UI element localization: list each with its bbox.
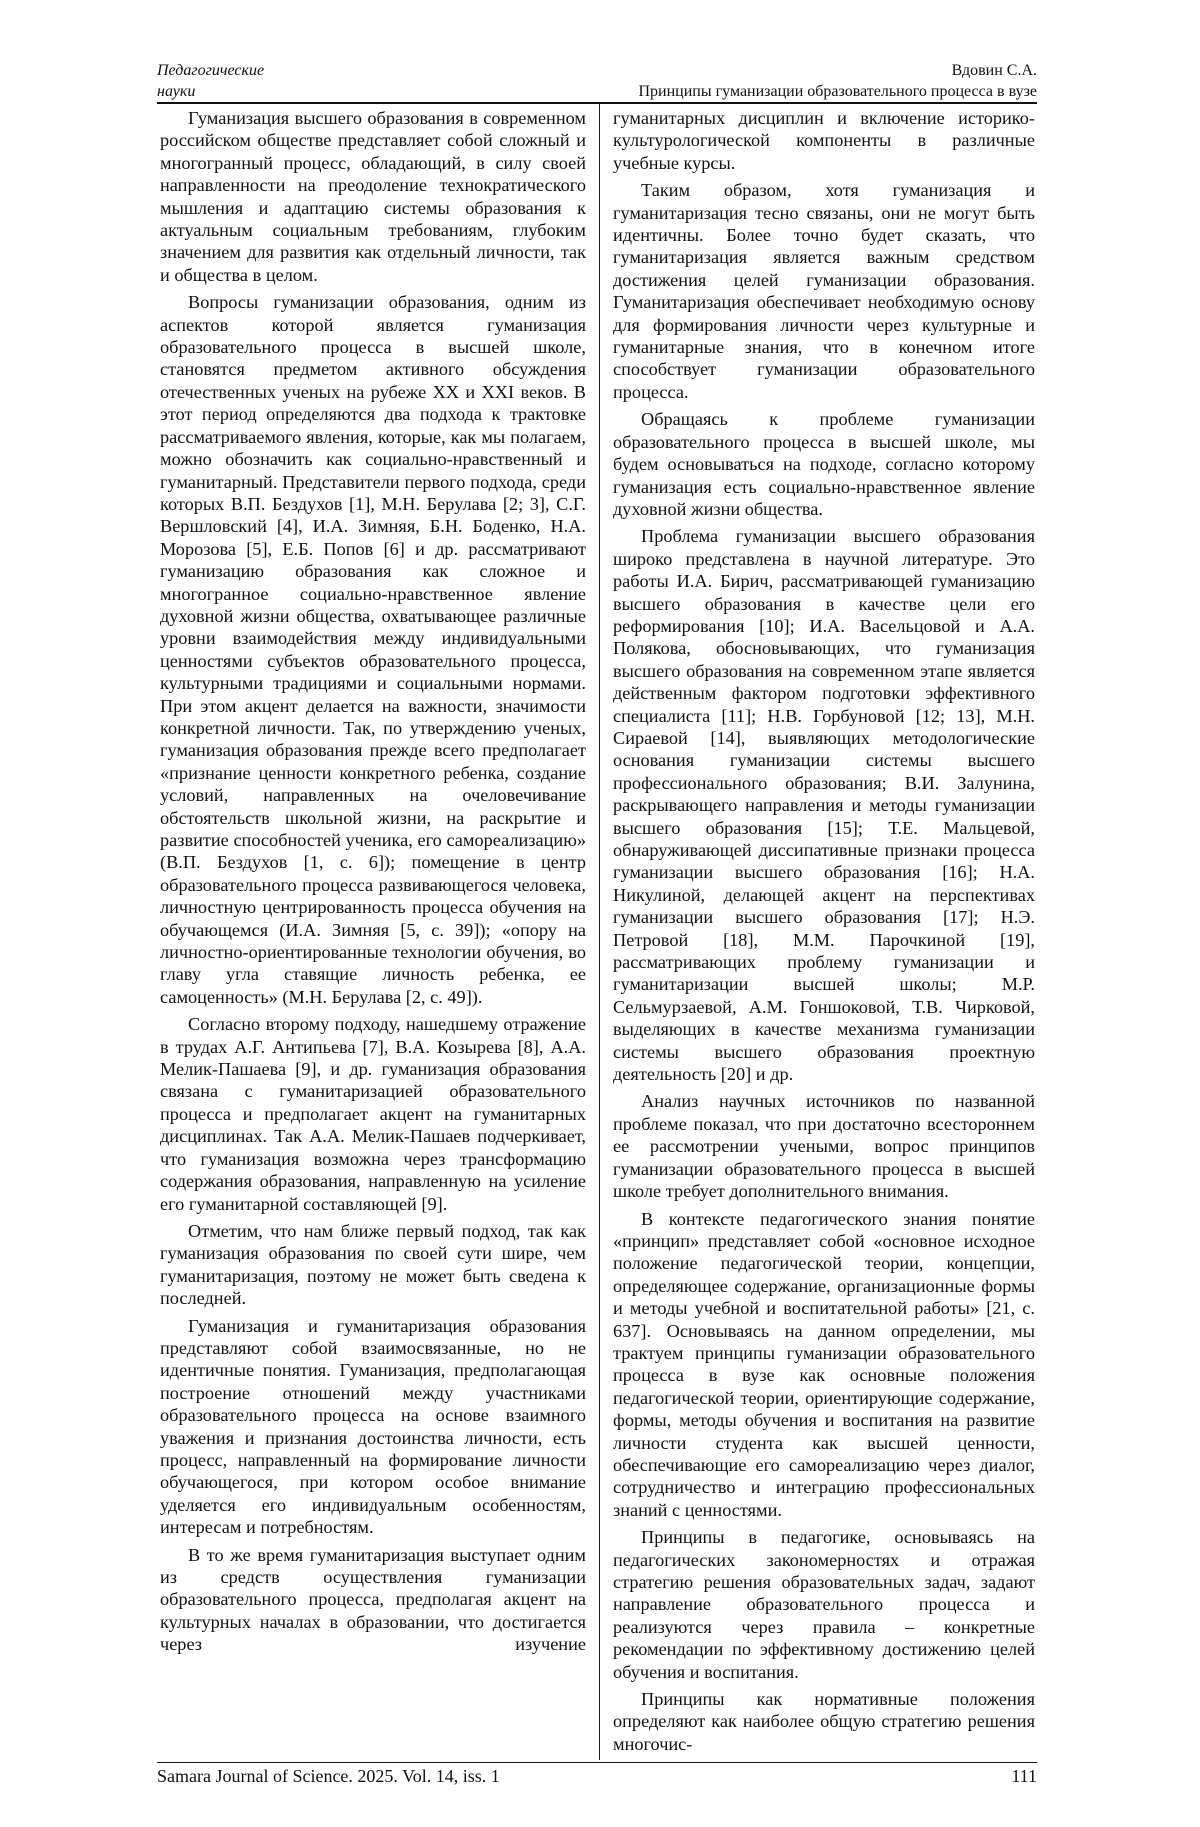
- paragraph: В контексте педагогического знания понятие «принцип» представляет собой «основное исходное положение педагогической теории, концепции, определяющее содержание, организационные формы и методы учебной и воспитательной работы» [21, с. 637]. Основываясь на данном определении, мы трактуем принципы гуманизации образовательного процесса в вузе как основные положения педагогической теории, ориентирующие содержание, формы, методы обучения и воспитания на развитие личности студента как высшей ценности, обеспечивающие его самореализацию через диалог, сотрудничество и интеграцию профессиональных знаний с ценностями.: [613, 1208, 1035, 1522]
- paragraph: Принципы в педагогике, основываясь на педагогических закономерностях и отражая стратегию решения образовательных задач, задают направление образовательного процесса и реализуются через правила – конкретные рекомендации по эффективному достижению целей обучения и воспитания.: [613, 1526, 1035, 1683]
- running-header-section: [157, 60, 264, 102]
- paragraph: Согласно второму подходу, нашедшему отражение в трудах А.Г. Антипьева [7], В.А. Козырева [8], А.А. Мелик-Пашаева [9], и др. гуманизация образования связана с гуманитаризацией образовательного процесса и предполагает акцент на гуманитарных дисциплинах. Так А.А. Мелик-Пашаев подчеркивает, что гуманизация возможна через трансформацию содержания образования, направленную на усиление его гуманитарной составляющей [9].: [160, 1013, 586, 1215]
- article-body: [157, 104, 1037, 1760]
- paragraph: Гуманизация высшего образования в современном российском обществе представляет собой сложный и многогранный процесс, обладающий, в силу своей направленности на преодоление технократического мышления и адаптацию системы образования к актуальным социальным требованиям, глубоким значением для развития как отдельный личности, так и общества в целом.: [160, 107, 586, 286]
- paragraph: Принципы как нормативные положения определяют как наиболее общую стратегию решения многочис-: [613, 1688, 1035, 1755]
- paragraph: Таким образом, хотя гуманизация и гуманитаризация тесно связаны, они не могут быть идентичны. Более точно будет сказать, что гуманитаризация является важным средством достижения целей гуманизации образования. Гуманитаризация обеспечивает необходимую основу для формирования личности через культурные и гуманитарные знания, что в конечном итоге способствует гуманизации образовательного процесса.: [613, 179, 1035, 403]
- running-header-article: [638, 60, 1037, 102]
- running-header: [157, 60, 1037, 102]
- paragraph: Обращаясь к проблеме гуманизации образовательного процесса в высшей школе, мы будем основываться на подходе, согласно которому гуманизация есть социально-нравственное явление духовной жизни общества.: [613, 408, 1035, 520]
- header-author: Вдовин С.А.: [638, 60, 1037, 81]
- paragraph: Отметим, что нам ближе первый подход, так как гуманизация образования по своей сути шире, чем гуманитаризация, поэтому не может быть сведена к последней.: [160, 1220, 586, 1310]
- paragraph: Гуманизация и гуманитаризация образования представляют собой взаимосвязанные, но не идентичные понятия. Гуманизация, предполагающая построение отношений между участниками образовательного процесса на основе взаимного уважения и признания достоинства личности, есть процесс, направленный на формирование личности обучающегося, при котором особое внимание уделяется его индивидуальным особенностям, интересам и потребностям.: [160, 1315, 586, 1539]
- left-column: [157, 104, 599, 1760]
- paragraph: В то же время гуманитаризация выступает одним из средств осуществления гуманизации образовательного процесса, предполагая акцент на культурных началах в образовании, что достигается через изучение: [160, 1544, 586, 1656]
- header-article-title: Принципы гуманизации образовательного процесса в вузе: [638, 81, 1037, 102]
- footer-rule: [157, 1762, 1037, 1763]
- right-column: [600, 104, 1035, 1760]
- running-footer: [157, 1765, 1037, 1787]
- paragraph: Вопросы гуманизации образования, одним из аспектов которой является гуманизация образовательного процесса в высшей школе, становятся предметом активного обсуждения отечественных ученых на рубеже XX и XXI веков. В этот период определяются два подхода к трактовке рассматриваемого явления, которые, как мы полагаем, можно обозначить как социально-нравственный и гуманитарный. Представители первого подхода, среди которых В.П. Бездухов [1], М.Н. Берулава [2; 3], С.Г. Вершловский [4], И.А. Зимняя, Б.Н. Боденко, Н.А. Морозова [5], Е.Б. Попов [6] и др. рассматривают гуманизацию образования как сложное и многогранное социально-нравственное явление духовной жизни общества, охватывающее различные уровни взаимодействия между индивидуальными ценностями субъектов образовательного процесса, культурными традициями и социальными нормами. При этом акцент делается на важности, значимости конкретной личности. Так, по утверждению ученых, гуманизация образования прежде всего предполагает «признание ценности конкретного ребенка, создание условий, направленных на очеловечивание обстоятельств школьной жизни, на раскрытие и развитие способностей ученика, его самореализацию» (В.П. Бездухов [1, с. 6]); помещение в центр образовательного процесса развивающегося человека, личностную центрированность процесса обучения на обучающемся (И.А. Зимняя [5, с. 39]); «опору на личностно-ориентированные технологии обучения, во главу угла ставящие личность ребенка, ее самоценность» (М.Н. Берулава [2, с. 49]).: [160, 291, 586, 1008]
- paragraph-continued: гуманитарных дисциплин и включение историко-культурологической компоненты в различные учебные курсы.: [613, 107, 1035, 174]
- header-section-line1: Педагогические: [157, 60, 264, 81]
- paragraph: Анализ научных источников по названной проблеме показал, что при достаточно всестороннем ее рассмотрении учеными, вопрос принципов гуманизации образовательного процесса в высшей школе требует дополнительного внимания.: [613, 1090, 1035, 1202]
- journal-page: [157, 0, 1037, 1827]
- footer-journal: Samara Journal of Science. 2025. Vol. 14, iss. 1: [157, 1765, 500, 1787]
- paragraph: Проблема гуманизации высшего образования широко представлена в научной литературе. Это работы И.А. Бирич, рассматривающей гуманизацию высшего образования в качестве цели его реформирования [10]; И.А. Васельцовой и А.А. Полякова, обосновывающих, что гуманизация высшего образования на современном этапе является действенным фактором подготовки эффективного специалиста [11]; Н.В. Горбуновой [12; 13], М.Н. Сираевой [14], выявляющих методологические основания гуманизации системы высшего профессионального образования; В.И. Залунина, раскрывающего направления и методы гуманизации высшего образования [15]; Т.Е. Мальцевой, обнаруживающей диссипативные признаки процесса гуманизации высшего образования [16]; Н.А. Никулиной, делающей акцент на перспективах гуманизации высшего образования [17]; Н.Э. Петровой [18], М.М. Парочкиной [19], рассматривающих проблему гуманизации и гуманитаризации высшей школы; М.Р. Сельмурзаевой, А.М. Гоншоковой, Т.В. Чирковой, выделяющих в качестве механизма гуманизации системы высшего образования проектную деятельность [20] и др.: [613, 525, 1035, 1085]
- page-number: 111: [1011, 1765, 1037, 1787]
- header-section-line2: науки: [157, 81, 264, 102]
